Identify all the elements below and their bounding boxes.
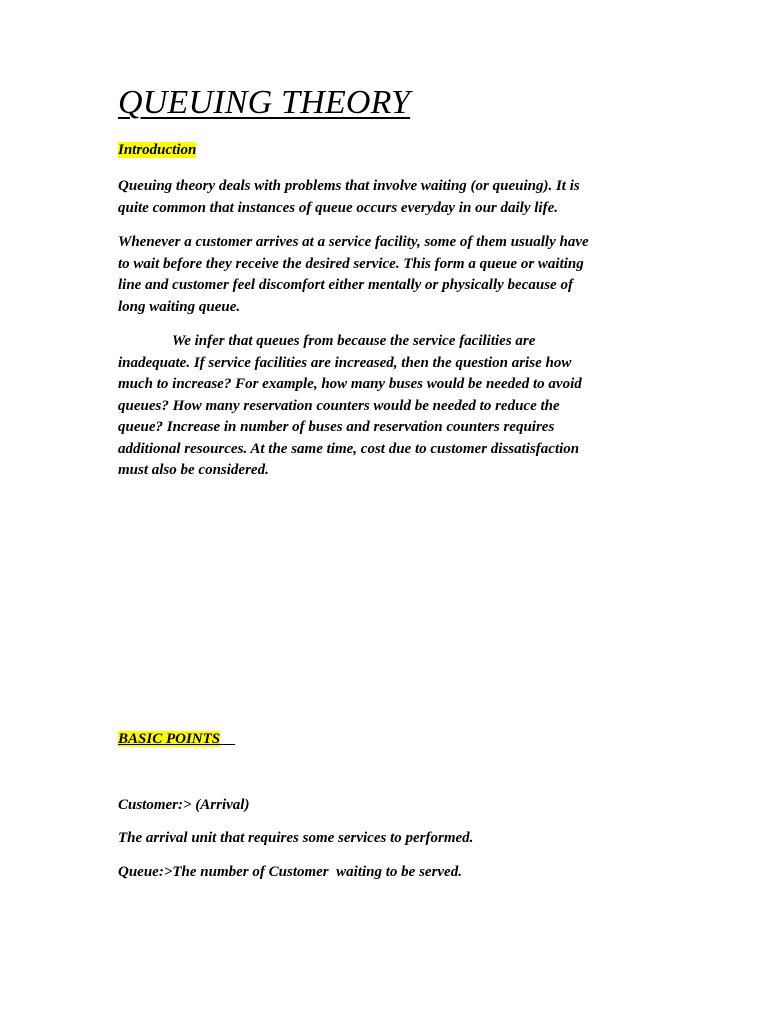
introduction-heading <box>118 142 196 159</box>
paragraph-line: Whenever a customer arrives at a service facility, some of them usually have <box>118 234 589 250</box>
paragraph-line: We infer that queues from because the service facilities are <box>172 333 536 349</box>
paragraph-queuing-theory-definition <box>118 176 658 219</box>
introduction-heading-text: Introduction <box>118 142 197 158</box>
paragraph-line: much to increase? For example, how many buses would be needed to avoid <box>118 376 582 392</box>
customer-definition: Customer:> (Arrival) <box>118 797 250 813</box>
paragraph-line: queues? How many reservation counters would be needed to reduce the <box>118 397 560 414</box>
paragraph-line: inadequate. If service facilities are increased, then the question arise how <box>118 354 572 371</box>
paragraph-line: must also be considered. <box>118 462 269 478</box>
paragraph-line: long waiting queue. <box>118 298 241 315</box>
paragraph-line: to wait before they receive the desired service. This form a queue or waiting <box>118 255 584 272</box>
basic-points-underline-trail <box>220 731 235 747</box>
document-title: QUEUING THEORY <box>118 84 411 121</box>
paragraph-line: additional resources. At the same time, cost due to customer dissatisfaction <box>118 440 580 457</box>
paragraph-line: quite common that instances of queue occurs everyday in our daily life. <box>118 199 558 216</box>
basic-points-heading <box>118 731 235 748</box>
arrival-unit-definition: The arrival unit that requires some services to performed. <box>118 830 474 846</box>
queue-definition: Queue:>The number of Customer waiting to be served. <box>118 864 462 880</box>
paragraph-line: Queuing theory deals with problems that involve waiting (or queuing). It is <box>118 178 580 194</box>
paragraph-service-facilities <box>118 331 658 482</box>
paragraph-line: line and customer feel discomfort either mentally or physically because of <box>118 277 573 293</box>
basic-points-heading-text: BASIC POINTS <box>118 731 221 747</box>
paragraph-line: queue? Increase in number of buses and reservation counters requires <box>118 419 555 435</box>
paragraph-customer-arrival <box>118 232 658 318</box>
